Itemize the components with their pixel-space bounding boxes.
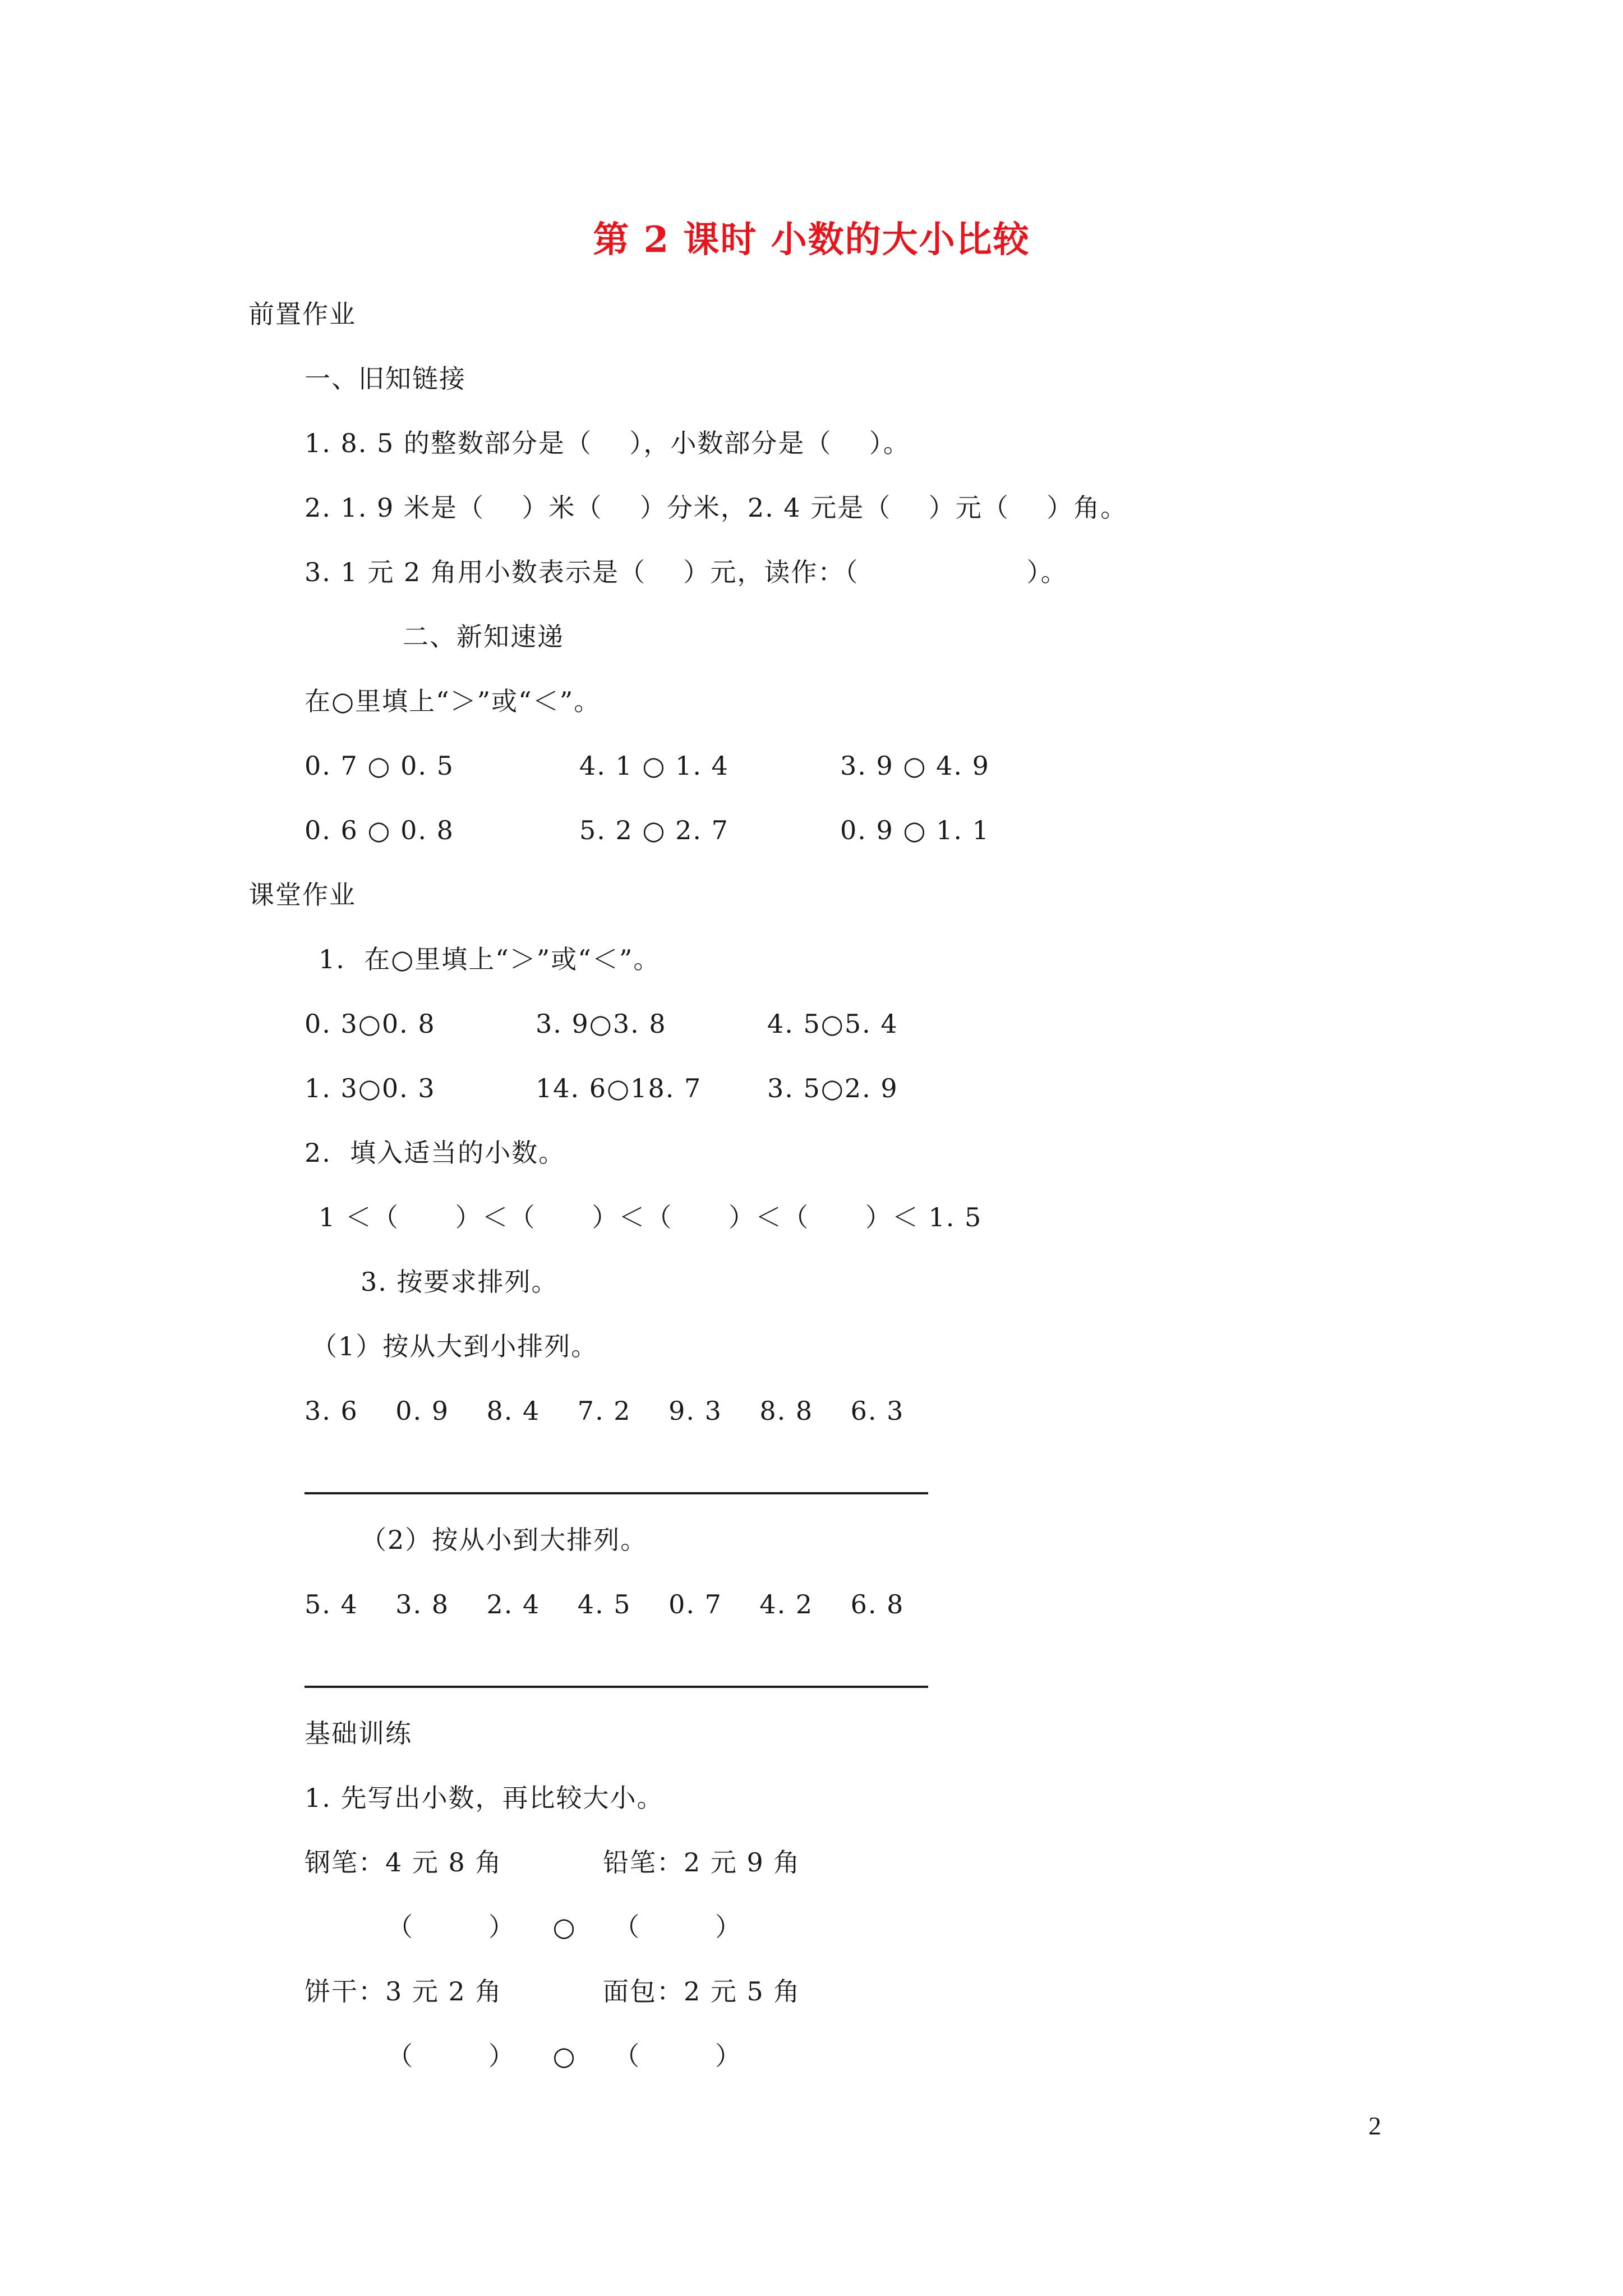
pre-compare-item: 5. 2 ○ 2. 7 (579, 815, 729, 845)
class-compare-item: 3. 9○3. 8 (536, 1009, 667, 1039)
pre-compare-item: 0. 9 ○ 1. 1 (840, 815, 990, 845)
page-title: 第 2 课时 小数的大小比较 (593, 219, 1030, 261)
section-basic-training: 基础训练 (305, 1718, 412, 1749)
pen-price: 钢笔：4 元 8 角 (305, 1847, 502, 1878)
page-number: 2 (1368, 2111, 1381, 2140)
pre-compare-item: 0. 7 ○ 0. 5 (305, 751, 454, 781)
question-2: 2. 1. 9 米是（ ）米（ ）分米，2. 4 元是（ ）元（ ）角。 (305, 493, 1128, 523)
answer-line-1 (305, 1492, 928, 1494)
class-question-2: 2. 填入适当的小数。 (305, 1138, 566, 1168)
pre-compare-item: 3. 9 ○ 4. 9 (840, 751, 990, 781)
pre-compare-item: 4. 1 ○ 1. 4 (579, 751, 729, 781)
blank-compare-row: （ ） ○ （ ） (387, 1912, 743, 1942)
pencil-price: 铅笔：2 元 9 角 (603, 1847, 801, 1878)
section-class-homework: 课堂作业 (248, 880, 356, 910)
sort-task-1: （1）按从大到小排列。 (311, 1331, 598, 1361)
sort-numbers-1: 3. 6 0. 9 8. 4 7. 2 9. 3 8. 8 6. 3 (305, 1396, 905, 1426)
class-question-1: 1. 在○里填上“＞”或“＜”。 (319, 944, 661, 974)
class-question-3: 3. 按要求排列。 (361, 1267, 559, 1297)
new-knowledge-heading: 二、新知速递 (403, 622, 564, 652)
compare-instruction: 在○里填上“＞”或“＜”。 (305, 686, 601, 716)
class-compare-item: 14. 6○18. 7 (536, 1073, 702, 1103)
class-compare-item: 3. 5○2. 9 (767, 1073, 898, 1103)
class-compare-item: 0. 3○0. 8 (305, 1009, 436, 1039)
section-pre-homework: 前置作业 (248, 299, 356, 329)
class-compare-item: 4. 5○5. 4 (767, 1009, 898, 1039)
blank-compare-row: （ ） ○ （ ） (387, 2041, 743, 2071)
question-1: 1. 8. 5 的整数部分是（ ），小数部分是（ ）。 (305, 428, 910, 458)
basic-question-1: 1. 先写出小数，再比较大小。 (305, 1783, 664, 1813)
class-compare-item: 1. 3○0. 3 (305, 1073, 436, 1103)
sort-task-2: （2）按从小到大排列。 (361, 1525, 648, 1555)
bread-price: 面包：2 元 5 角 (603, 1976, 801, 2007)
biscuit-price: 饼干：3 元 2 角 (305, 1976, 502, 2007)
review-heading: 一、旧知链接 (305, 364, 466, 394)
question-3: 3. 1 元 2 角用小数表示是（ ）元，读作：（ ）。 (305, 557, 1068, 587)
sort-numbers-2: 5. 4 3. 8 2. 4 4. 5 0. 7 4. 2 6. 8 (305, 1589, 905, 1619)
decimal-chain: 1 ＜（ ）＜（ ）＜（ ）＜（ ）＜ 1. 5 (319, 1202, 983, 1232)
pre-compare-item: 0. 6 ○ 0. 8 (305, 815, 454, 845)
answer-line-2 (305, 1686, 928, 1688)
